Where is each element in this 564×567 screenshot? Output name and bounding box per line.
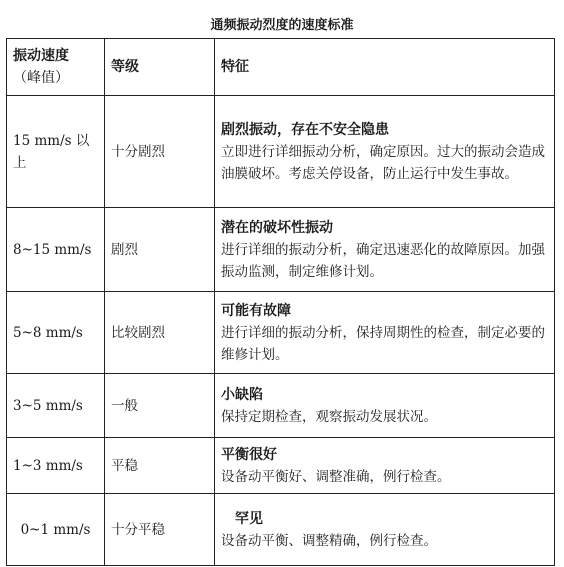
speed-cell: 8~15 mm/s (7, 208, 105, 292)
header-speed-sub: （峰值） (13, 70, 69, 86)
level-cell: 十分平稳 (105, 494, 215, 566)
table-row (7, 292, 555, 374)
feature-title: 小缺陷 (221, 386, 263, 403)
level-cell: 剧烈 (105, 208, 215, 292)
feature-cell (215, 208, 555, 292)
speed-cell: 3~5 mm/s (7, 374, 105, 438)
feature-cell (215, 374, 555, 438)
vibration-standard-table (6, 38, 555, 566)
feature-desc: 进行详细的振动分析，保持周期性的检查，制定必要的维修计划。 (221, 324, 545, 363)
feature-desc: 进行详细的振动分析，确定迅速恶化的故障原因。加强振动监测，制定维修计划。 (221, 241, 545, 280)
feature-title: 剧烈振动，存在不安全隐患 (221, 121, 389, 138)
level-cell: 比较剧烈 (105, 292, 215, 374)
level-cell: 十分剧烈 (105, 96, 215, 208)
speed-cell: 5~8 mm/s (7, 292, 105, 374)
feature-cell (215, 438, 555, 494)
feature-title: 可能有故障 (221, 302, 291, 319)
table-header-row (7, 39, 555, 96)
table-row (7, 438, 555, 494)
feature-title: 平衡很好 (221, 446, 277, 463)
table-row (7, 96, 555, 208)
feature-desc: 设备动平衡好、调整准确，例行检查。 (221, 468, 451, 485)
table-row (7, 374, 555, 438)
feature-cell (215, 292, 555, 374)
level-cell: 平稳 (105, 438, 215, 494)
header-feature: 特征 (215, 39, 555, 96)
feature-desc: 设备动平衡、调整精确，例行检查。 (221, 532, 437, 549)
table-row (7, 494, 555, 566)
speed-cell: 1~3 mm/s (7, 438, 105, 494)
speed-cell: 0~1 mm/s (7, 494, 105, 566)
feature-title: 罕见 (235, 510, 263, 527)
feature-cell (215, 494, 555, 566)
header-speed: 振动速度 （峰值） (7, 39, 105, 96)
level-cell: 一般 (105, 374, 215, 438)
feature-desc: 保持定期检查，观察振动发展状况。 (221, 408, 437, 425)
speed-cell: 15 mm/s 以上 (7, 96, 105, 208)
feature-desc: 立即进行详细振动分析，确定原因。过大的振动会造成油膜破坏。考虑关停设备，防止运行中发生事故。 (221, 143, 545, 182)
header-level: 等级 (105, 39, 215, 96)
feature-title: 潜在的破坏性振动 (221, 219, 333, 236)
table-row (7, 208, 555, 292)
document-title: 通频振动烈度的速度标准 (210, 18, 354, 33)
feature-cell (215, 96, 555, 208)
